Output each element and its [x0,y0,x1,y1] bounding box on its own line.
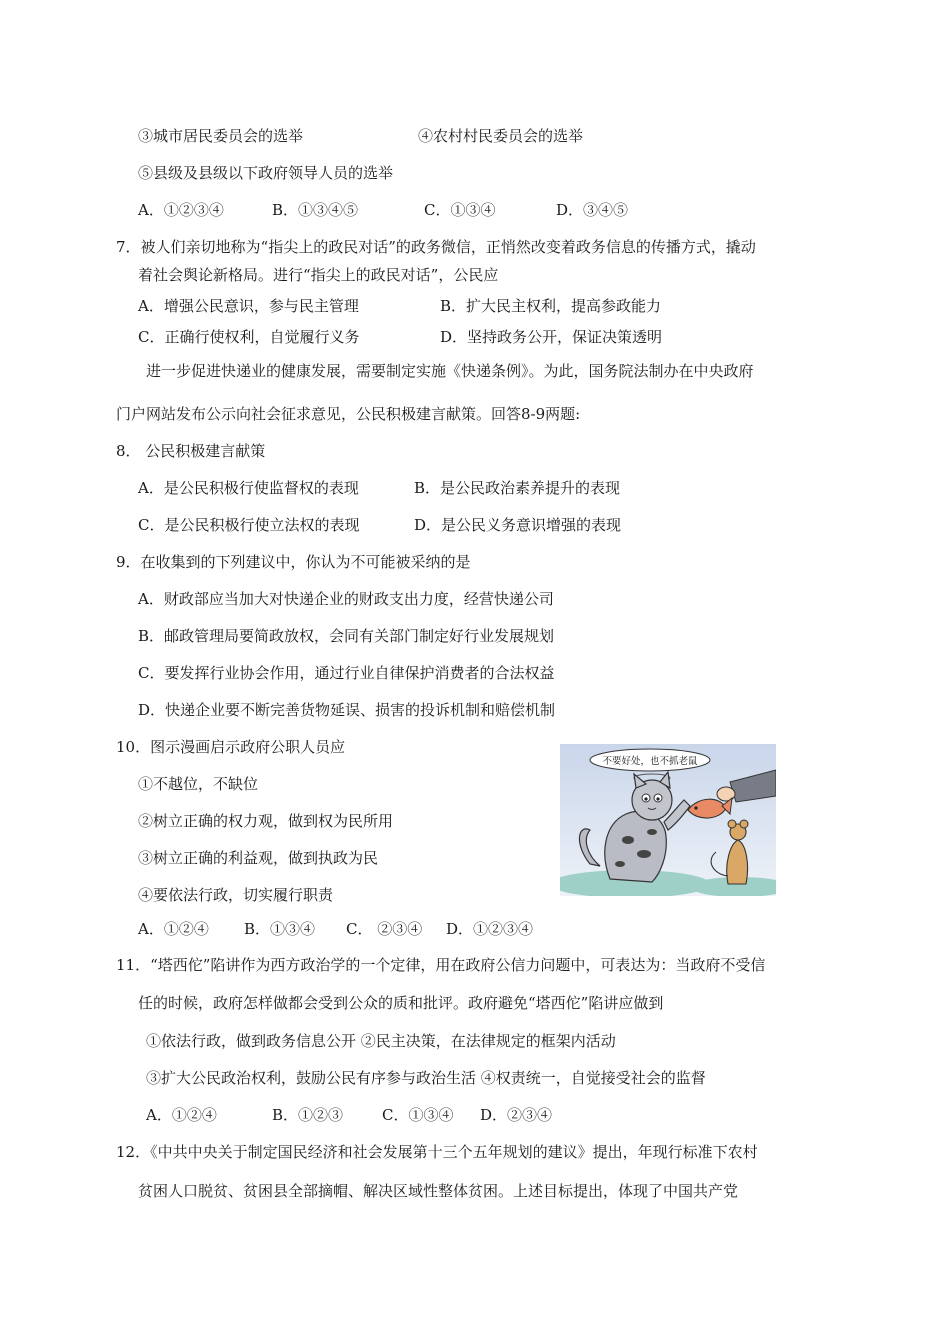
cat-spot [637,850,651,858]
q7-option-a: A．增强公民意识，参与民主管理 [138,297,359,315]
q8-option-b: B．是公民政治素养提升的表现 [414,479,621,497]
q8-stem: 8． 公民积极建言献策 [116,442,266,460]
q9-option-c: C．要发挥行业协会作用，通过行业自律保护消费者的合法权益 [138,664,555,682]
q7-option-c: C．正确行使权利，自觉履行义务 [138,328,360,346]
q10-choice-a: A．①②④ [138,920,209,938]
q6-option-5: ⑤县级及县级以下政府领导人员的选举 [138,164,394,182]
q6-choice-c: C．①③④ [424,201,496,219]
speech-bubble-text: 不要好处，也不抓老鼠 [602,756,698,767]
q10-choice-d: D．①②③④ [446,920,534,938]
q9-stem: 9．在收集到的下列建议中，你认为不可能被采纳的是 [116,553,471,571]
q6-option-4: ④农村村民委员会的选举 [418,127,584,145]
q11-stem-line1: 11．“塔西佗”陷讲作为西方政治学的一个定律，用在政府公信力问题中，可表达为：当政府不受信 [116,956,766,974]
q9-option-d: D．快递企业要不断完善货物延误、损害的投诉机制和赔偿机制 [138,701,556,719]
q7-option-b: B．扩大民主权利，提高参政能力 [440,297,662,315]
q7-stem-line2: 着社会舆论新格局。进行“指尖上的政民对话”，公民应 [138,266,499,284]
q10-stem: 10．图示漫画启示政府公职人员应 [116,738,346,756]
q8-9-intro-line1: 进一步促进快递业的健康发展，需要制定实施《快递条例》。为此，国务院法制办在中央政府 [146,362,754,380]
q11-choice-d: D．②③④ [480,1106,553,1124]
cat-spot [615,861,625,867]
q8-option-a: A．是公民积极行使监督权的表现 [138,479,359,497]
q10-choice-c: C． ②③④ [346,920,423,938]
cat-spot [622,836,634,844]
q9-option-a: A．财政部应当加大对快递企业的财政支出力度，经营快递公司 [138,590,554,608]
q11-choice-a: A．①②④ [146,1106,217,1124]
q10-option-4: ④要依法行政，切实履行职责 [138,886,334,904]
q11-stem-line2: 任的时候，政府怎样做都会受到公众的质和批评。政府避免“塔西佗”陷讲应做到 [138,994,664,1012]
q10-option-2: ②树立正确的权力观，做到权为民所用 [138,812,394,830]
cartoon-illustration [560,744,776,896]
q10-option-1: ①不越位，不缺位 [138,775,259,793]
q10-choice-b: B．①③④ [244,920,316,938]
q8-option-c: C．是公民积极行使立法权的表现 [138,516,360,534]
q6-choice-b: B．①③④⑤ [272,201,359,219]
q6-option-3: ③城市居民委员会的选举 [138,127,304,145]
q6-choice-a: A．①②③④ [138,201,224,219]
cat-spot [647,829,657,835]
q6-choice-d: D．③④⑤ [556,201,629,219]
q7-option-d: D．坚持政务公开，保证决策透明 [440,328,663,346]
q10-option-3: ③树立正确的利益观，做到执政为民 [138,849,379,867]
q8-9-intro-line2: 门户网站发布公示向社会征求意见，公民积极建言献策。回答8-9两题: [116,405,581,423]
mouse-ear [740,820,748,828]
mouse-ear [728,820,736,828]
q9-option-b: B．邮政管理局要简政放权，会同有关部门制定好行业发展规划 [138,627,555,645]
q12-stem-line1: 12．《中共中央关于制定国民经济和社会发展第十三个五年规划的建议》提出，年现行标准下农村 [116,1143,758,1161]
q7-stem-line1: 7．被人们亲切地称为“指尖上的政民对话”的政务微信，正悄然改变着政务信息的传播方式，撬动 [116,238,756,256]
q11-choice-b: B．①②③ [272,1106,344,1124]
q11-options-row1: ①依法行政，做到政务信息公开 ②民主决策，在法律规定的框架内活动 [146,1032,616,1050]
q8-option-d: D．是公民义务意识增强的表现 [414,516,622,534]
q12-stem-line2: 贫困人口脱贫、贫困县全部摘帽、解决区域性整体贫困。上述目标提出，体现了中国共产党 [138,1182,739,1200]
q11-choice-c: C．①③④ [382,1106,454,1124]
q11-options-row2: ③扩大公民政治权利，鼓励公民有序参与政治生活 ④权责统一，自觉接受社会的监督 [146,1069,706,1087]
